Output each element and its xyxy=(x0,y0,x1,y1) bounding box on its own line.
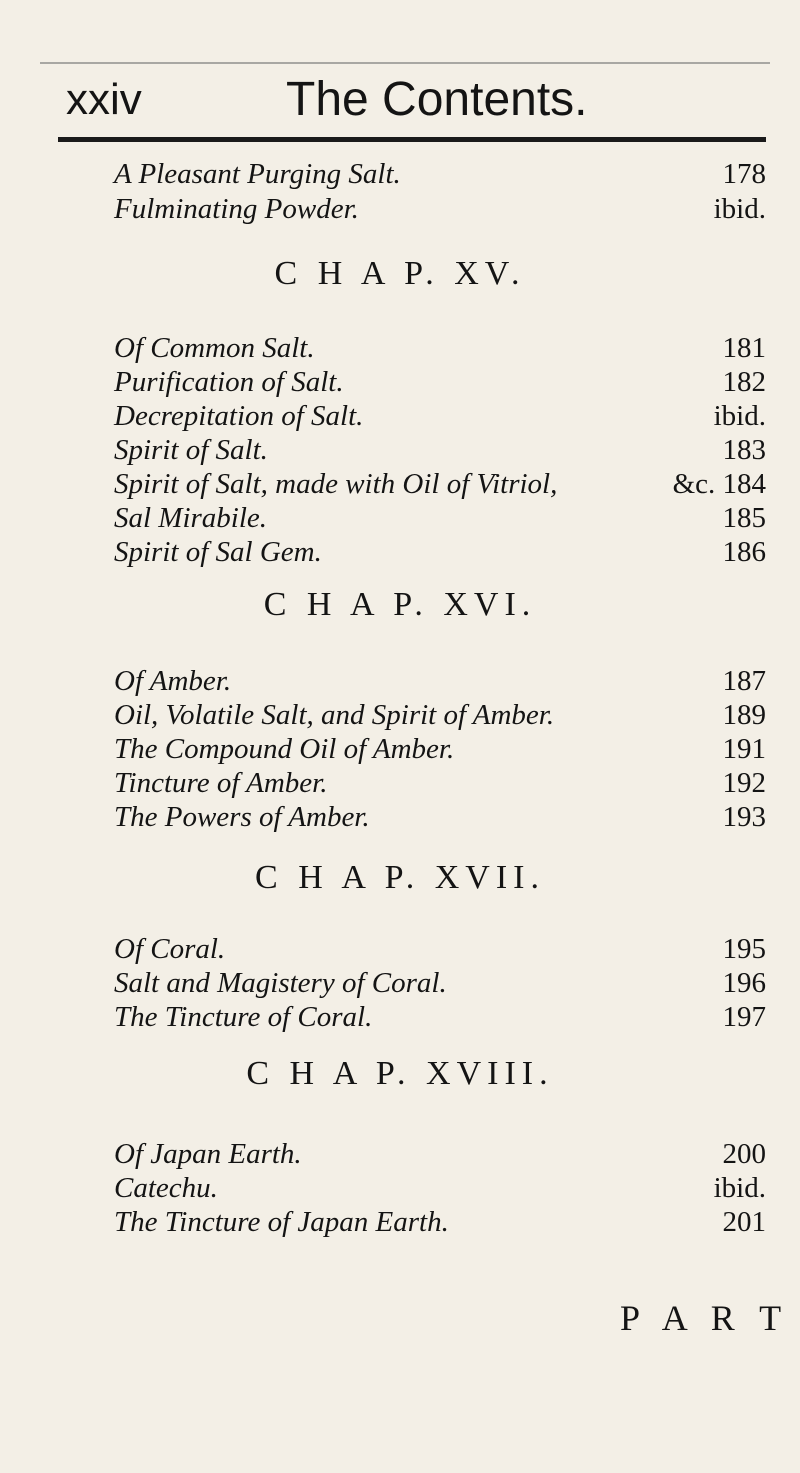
entry-page: 189 xyxy=(722,699,766,731)
entry-title: Of Common Salt. xyxy=(114,332,315,364)
entry-title: Spirit of Sal Gem. xyxy=(114,536,322,568)
entry-page: 197 xyxy=(722,1001,766,1033)
entry-page: 186 xyxy=(722,536,766,568)
entry-page: 182 xyxy=(722,366,766,398)
entry-title: Catechu. xyxy=(114,1172,218,1204)
entry-page: ibid. xyxy=(713,193,766,225)
toc-entry xyxy=(114,697,766,733)
entry-page: 183 xyxy=(722,434,766,466)
toc-entry xyxy=(114,799,766,835)
entry-title: Of Amber. xyxy=(114,665,232,697)
entry-page: 178 xyxy=(722,158,766,190)
entry-page: &c. 184 xyxy=(672,468,766,500)
entry-title: Sal Mirabile. xyxy=(114,502,268,534)
chapter-heading: C H A P. XVIII. xyxy=(246,1055,554,1092)
entry-page: 193 xyxy=(722,801,766,833)
entry-page: 181 xyxy=(722,332,766,364)
toc-entry xyxy=(114,432,766,468)
running-title: The Contents. xyxy=(286,73,588,126)
entry-title: Of Coral. xyxy=(114,933,226,965)
toc-entry xyxy=(114,398,766,434)
entry-page: 187 xyxy=(722,665,766,697)
page-header xyxy=(0,72,800,134)
entry-page: ibid. xyxy=(713,1172,766,1204)
entry-page: ibid. xyxy=(713,400,766,432)
entry-title: The Powers of Amber. xyxy=(114,801,370,833)
entry-title: The Compound Oil of Amber. xyxy=(114,733,455,765)
entry-page: 195 xyxy=(722,933,766,965)
chapter-heading: C H A P. XVI. xyxy=(263,586,537,623)
entry-title: Spirit of Salt, made with Oil of Vitriol, xyxy=(114,468,558,500)
chapter-heading: C H A P. XV. xyxy=(274,255,526,292)
chapter-heading: C H A P. XVII. xyxy=(255,859,545,896)
toc-entry xyxy=(114,965,766,1001)
entry-title: Decrepitation of Salt. xyxy=(114,400,364,432)
entry-title: Oil, Volatile Salt, and Spirit of Amber. xyxy=(114,699,555,731)
catchword: P A R T xyxy=(620,1298,790,1338)
entry-title: Fulminating Powder. xyxy=(114,193,359,225)
entry-title: Tincture of Amber. xyxy=(114,767,328,799)
entry-title: Purification of Salt. xyxy=(114,366,344,398)
toc-entry xyxy=(114,1170,766,1206)
entry-title: Spirit of Salt. xyxy=(114,434,268,466)
toc-entry xyxy=(114,1204,766,1240)
toc-entry xyxy=(114,765,766,801)
entry-title: Salt and Magistery of Coral. xyxy=(114,967,447,999)
toc-entry xyxy=(114,1136,766,1172)
entry-title: The Tincture of Japan Earth. xyxy=(114,1206,449,1238)
toc-entry xyxy=(114,931,766,967)
entry-title: The Tincture of Coral. xyxy=(114,1001,373,1033)
toc-entry xyxy=(114,330,766,366)
entry-page: 191 xyxy=(722,733,766,765)
header-rule xyxy=(58,137,766,142)
toc-entry xyxy=(114,364,766,400)
toc-entry xyxy=(114,500,766,536)
toc-entry xyxy=(114,663,766,699)
toc-entry xyxy=(114,534,766,570)
toc-entry xyxy=(114,999,766,1035)
entry-page: 201 xyxy=(722,1206,766,1238)
page-edge-line xyxy=(40,62,770,64)
entry-title: A Pleasant Purging Salt. xyxy=(114,158,401,190)
entry-page: 185 xyxy=(722,502,766,534)
entry-page: 196 xyxy=(722,967,766,999)
page-folio: xxiv xyxy=(66,75,142,124)
toc-entry xyxy=(114,466,766,502)
entry-page: 200 xyxy=(722,1138,766,1170)
toc-entry xyxy=(114,191,766,227)
entry-title: Of Japan Earth. xyxy=(114,1138,302,1170)
toc-entry xyxy=(114,156,766,192)
entry-page: 192 xyxy=(722,767,766,799)
toc-entry xyxy=(114,731,766,767)
